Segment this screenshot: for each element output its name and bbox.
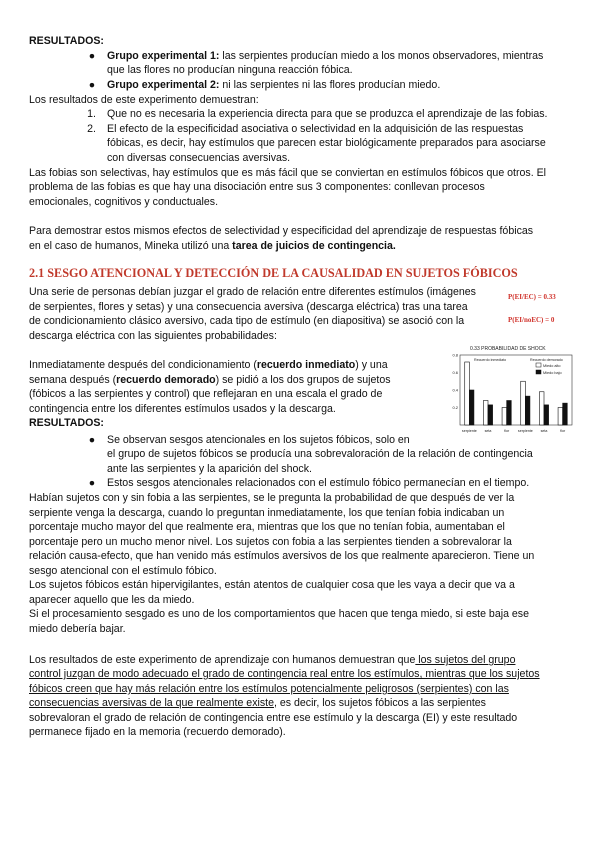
bar [544,405,549,425]
group-label: Recuerdo inmediato [474,358,507,362]
bar [465,362,470,425]
list-number: 1. [87,108,96,120]
bar [521,381,526,425]
y-tick-label: 0.2 [452,405,458,410]
bar [563,403,568,425]
x-tick-label: serpiente [461,429,477,433]
paragraph-line: consecuencias aversivas de la que realmente existe, es decir, los sujetos fóbicos a las serpientes [29,697,486,709]
x-tick-label: flor [504,429,510,433]
paragraph-line: Los resultados de este experimento de aprendizaje con humanos demuestran que los sujetos del grupo [29,654,516,666]
probability-chart [438,340,578,440]
group-label: Recuerdo demorado [530,358,563,362]
bullet-dot: ● [88,50,96,62]
chart-title: 0.33 PROBABILIDAD DE SHOCK [470,346,546,352]
paragraph-line: Habían sujetos con y sin fobia a las serpientes, se le pregunta la probabilidad de que después de ver la [29,492,515,504]
paragraph-intro: Los resultados de este experimento demuestran: [29,94,259,106]
paragraph-line: (fóbicos a las serpientes y control) que reflejaran en una escala el grado de [29,388,383,400]
paragraph-line: aparecer aquello que les da miedo. [29,594,195,606]
legend-swatch [536,370,541,374]
numbered-item: Que no es necesaria la experiencia directa para que se produzca el aprendizaje de las fobias. [107,108,548,120]
y-tick-label: 0.6 [452,370,458,375]
legend-swatch [536,363,541,367]
paragraph-line: Una serie de personas debían juzgar el grado de relación entre diferentes estímulos (imágenes [29,286,476,298]
legend-label: Miedo alto [543,364,561,368]
legend-label: Miedo bajo [543,371,562,375]
bar [539,392,544,425]
results-label: RESULTADOS: [29,417,104,429]
bar [488,405,493,425]
paragraph-line: control juzgan de modo adecuado el grado de contingencia real entre los estímulos, mientras que los sujetos [29,668,540,680]
numbered-item: El efecto de la especificidad asociativa o selectividad en la adquisición de las respuestas [107,123,524,135]
paragraph-line: problema de las fobias es que hay una disociación entre sus 3 componentes: conllevan procesos [29,181,485,193]
list-item-continuation: el grupo de sujetos fóbicos se producía una sobrevaloración de la relación de contingencia [107,448,533,460]
paragraph-line: relación causa-efecto, que han venido más estímulos aversivos de los que realmente aparecieron. Tiene un [29,550,535,562]
bullet-dot: ● [88,79,96,91]
y-tick-label: 0.8 [452,352,458,358]
paragraph-line: Para demostrar estos mismos efectos de selectividad y especificidad del aprendizaje de respuestas fóbicas [29,225,534,237]
bar [507,401,512,426]
x-tick-label: seta [540,429,548,433]
probability-formula: P(EI/EC) = 0.33 [508,293,556,301]
paragraph-line: permanece fijado en la memoria (recuerdo demorado). [29,726,286,738]
paragraph-line: miedo debería bajar. [29,623,126,635]
x-tick-label: seta [484,429,492,433]
bullet-dot: ● [88,477,96,489]
list-number: 2. [87,123,96,135]
list-item-continuation: ante las serpientes y la aparición del shock. [107,463,312,475]
numbered-item-line: fóbicas, es decir, hay estímulos que parecen estar biológicamente preparados para asociarse [107,137,546,149]
paragraph-line: sobrevaloran el grado de relación de contingencia entre ese estímulo y la descarga (EI) y este resultado [29,712,518,724]
paragraph-line: emocionales, cognitivos y conductuales. [29,196,219,208]
bullet-dot: ● [88,434,96,446]
list-item: Grupo experimental 1: las serpientes producían miedo a los monos observadores, mientras [107,50,544,62]
paragraph-line: sesgo atencional con el estímulo fóbico. [29,565,217,577]
results-label: RESULTADOS: [29,35,104,47]
paragraph-line: de serpientes, flores y setas) y una consecuencia aversiva (descarga eléctrica) tras una tarea [29,301,468,313]
paragraph-line: Los sujetos fóbicos están hipervigilantes, están atentos de cualquier cosa que les vaya a decir que va a [29,579,515,591]
paragraph-line: porcentaje mucho mayor del que realmente era, mientras que los que no tenían fobia, aumentaban el [29,521,505,533]
paragraph-line: Inmediatamente después del condicionamiento (recuerdo inmediato) y una [29,359,388,371]
y-tick-label: 0.4 [452,387,458,393]
paragraph-line: contingencia entre los diferentes estímulos usados y la descarga. [29,403,336,415]
paragraph-line: serpiente venga la descarga, cuando lo preguntan inmediatamente, los que tenían fobia indicaban un [29,507,505,519]
paragraph-line: de condicionamiento clásico aversivo, cada tipo de estímulo (en diapositiva) se asoció con la [29,315,465,327]
list-item-continuation: que las flores no producían ninguna reacción fóbica. [107,64,353,76]
paragraph-line: descarga eléctrica con las siguientes probabilidades: [29,330,277,342]
probability-formula: P(EI/noEC) = 0 [508,316,555,324]
list-item: Se observan sesgos atencionales en los sujetos fóbicos, solo en [107,434,410,446]
bar [502,408,507,426]
x-tick-label: serpiente [517,429,533,433]
list-item: Grupo experimental 2: ni las serpientes ni las flores producían miedo. [107,79,441,91]
paragraph-line: porcentaje pero un mucho menor nivel. Los sujetos con fobia a las serpientes tienden a sobrevalorar la [29,536,512,548]
bar [483,401,488,426]
paragraph-line: en el caso de humanos, Mineka utilizó una tarea de juicios de contingencia. [29,240,396,252]
list-item: Estos sesgos atencionales relacionados con el estímulo fóbico permanecían en el tiempo. [107,477,530,489]
paragraph-line: fóbicos creen que hay más relación entre los estímulos potencialmente peligrosos (serpientes) con las [29,683,509,695]
bar [469,390,474,425]
x-tick-label: flor [560,429,566,433]
paragraph-line: Si el procesamiento sesgado es uno de los comportamientos que hacen que tenga miedo, si este baja ese [29,608,529,620]
bar [558,408,563,426]
numbered-item-line: con diversas consecuencias aversivas. [107,152,291,164]
paragraph-line: semana después (recuerdo demorado) se pidió a los dos grupos de sujetos [29,374,391,386]
paragraph-line: Las fobias son selectivas, hay estímulos que es más fácil que se conviertan en estímulos fóbicos que otros. El [29,167,547,179]
bar [525,396,530,425]
section-heading: 2.1 SESGO ATENCIONAL Y DETECCIÓN DE LA CAUSALIDAD EN SUJETOS FÓBICOS [29,266,518,280]
